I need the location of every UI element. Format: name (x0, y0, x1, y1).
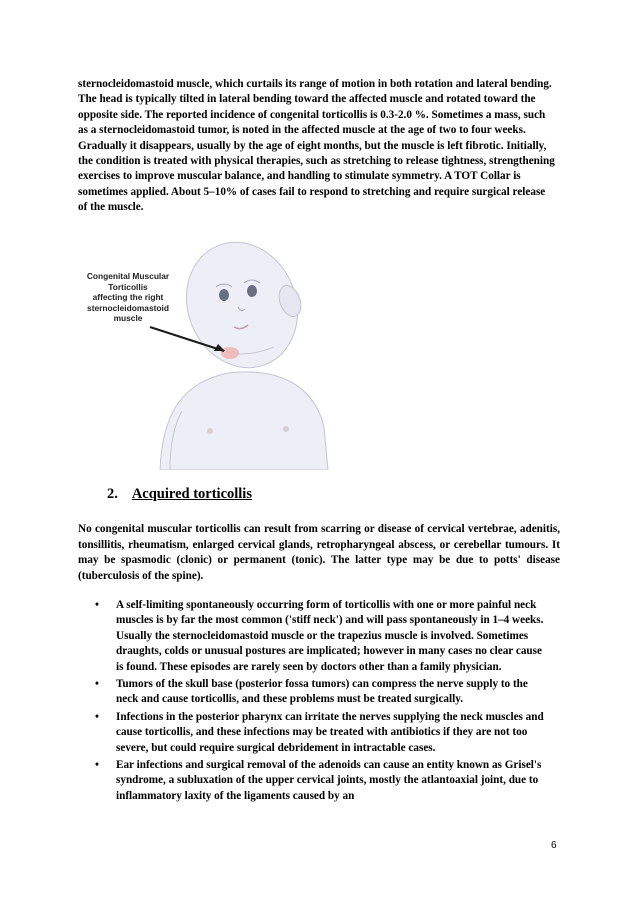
paragraph-continued: sternocleidomastoid muscle, which curtails its range of motion in both rotation and lateral bending. The head is typically tilted in lateral bending toward the affected muscle and rotated toward the opposite side. The reported incidence of congenital torticollis is 0.3-2.0 %. Sometimes a mass, such as a sternocleidomastoid tumor, is noted in the affected muscle at the age of two to four weeks. Gradually it disappears, usually by the age of eight months, but the muscle is left fibrotic. Initially, the condition is treated with physical therapies, such as stretching to release tightness, strengthening exercises to improve muscular balance, and handling to stimulate symmetry. A TOT Collar is sometimes applied. About 5–10% of cases fail to respond to stretching and require surgical release of the muscle. (78, 78, 555, 214)
bullet-icon: • (95, 710, 99, 723)
list-item (92, 598, 552, 675)
torticollis-illustration (78, 235, 338, 470)
list-item-text: A self-limiting spontaneously occurring form of torticollis with one or more painful neck muscles is by far the most common ('stiff neck') and will pass spontaneously in 1–4 weeks. Usually the sternocleidomastoid muscle or the trapezius muscle is involved. Sometimes draughts, colds or unusual postures are implicated; however in many cases no clear cause is found. These episodes are rarely seen by doctors other than a family physician. (116, 599, 544, 673)
list-item (92, 710, 552, 756)
list-item-text: Tumors of the skull base (posterior fossa tumors) can compress the nerve supply to the neck and cause torticollis, and these problems must be treated surgically. (116, 678, 528, 706)
bullet-icon: • (95, 759, 99, 772)
list-item-text: Ear infections and surgical removal of the adenoids can cause an entity known as Grisel's syndrome, a subluxation of the upper cervical joints, mostly the atlantoaxial joint, due to inflammatory laxity of the ligaments caused by an (116, 759, 542, 802)
list-item-text: Infections in the posterior pharynx can irritate the nerves supplying the neck muscles and cause torticollis, and these infections may be treated with antibiotics if they are not too severe, but could require surgical debridement in intractable cases. (116, 710, 544, 754)
section-title: Acquired torticollis (131, 486, 252, 502)
figure-caption-label: Congenital Muscular Torticollis affecting the right sternocleidomastoid muscle (86, 271, 170, 323)
list-item (92, 677, 552, 708)
bullet-icon: • (95, 599, 99, 611)
section-paragraph: No congenital muscular torticollis can result from scarring or disease of cervical vertebrae, adenitis, tonsillitis, rheumatism, enlarged cervical glands, retropharyngeal abscess, or cerebellar tumours. It may be spasmodic (clonic) or permanent (tonic). The latter type may be due to potts' disease (tuberculosis of the spine). (78, 523, 560, 582)
bullet-icon: • (95, 678, 99, 691)
bullet-list (92, 598, 552, 806)
page-number: 6 (551, 840, 557, 851)
section-heading (107, 486, 252, 503)
list-item (92, 758, 552, 804)
section-number: 2. (107, 486, 118, 502)
